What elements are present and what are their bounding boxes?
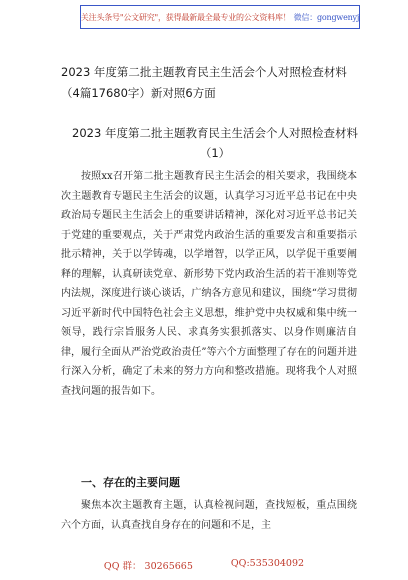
document-title: 2023 年度第二批主题教育民主生活会个人对照检查材料（4篇17680字）新对照6方面 bbox=[61, 65, 347, 100]
footer-qq-group: QQ 群： 30265665 bbox=[103, 561, 193, 572]
section-heading: 一、存在的主要问题 bbox=[81, 476, 180, 489]
body-paragraph: 聚焦本次主题教育主题，认真检视问题，查找短板，重点围绕六个方面，认真查找自身存在的问题和不足，主 bbox=[61, 500, 357, 531]
document-subtitle: 2023 年度第二批主题教育民主生活会个人对照检查材料（1） bbox=[72, 126, 358, 160]
footer-qq: QQ:535304092 bbox=[230, 558, 305, 569]
top-banner[interactable] bbox=[80, 5, 360, 29]
banner-wechat: 微信：gongwenyj bbox=[293, 12, 360, 22]
body-paragraph: 按照xx召开第二批主题教育民主生活会的相关要求，我围绕本次主题教育专题民主生活会的议题，认真学习习近平总书记在中央政治局专题民主生活会上的重要讲话精神，深化对习近平总书记关于党建的重要观点，关于严肃党内政治生活的重要发言和重要指示批示精神，关于以学铸魂，以学增智，以学正风，以学促干重要阐释的理解，认真研读党章、新形势下党内政治生活的若干准则等党内法规，深度进行谈心谈话，广纳各方意见和建议，围绕“学习贯彻习近平新时代中国特色社会主义思想，维护党中央权威和集中统一领导，践行宗旨服务人民、求真务实狠抓落实、以身作则廉洁自律，履行全面从严治党政治责任”等六个方面整理了存在的问题并进行深入分析，确定了未来的努力方向和整改措施。现将我个人对照查找问题的报告如下。 bbox=[61, 171, 357, 397]
footer-contact bbox=[0, 558, 408, 574]
banner-text: 关注头条号"公文研究"，获得最新最全最专业的公文资料库！ bbox=[80, 12, 291, 22]
